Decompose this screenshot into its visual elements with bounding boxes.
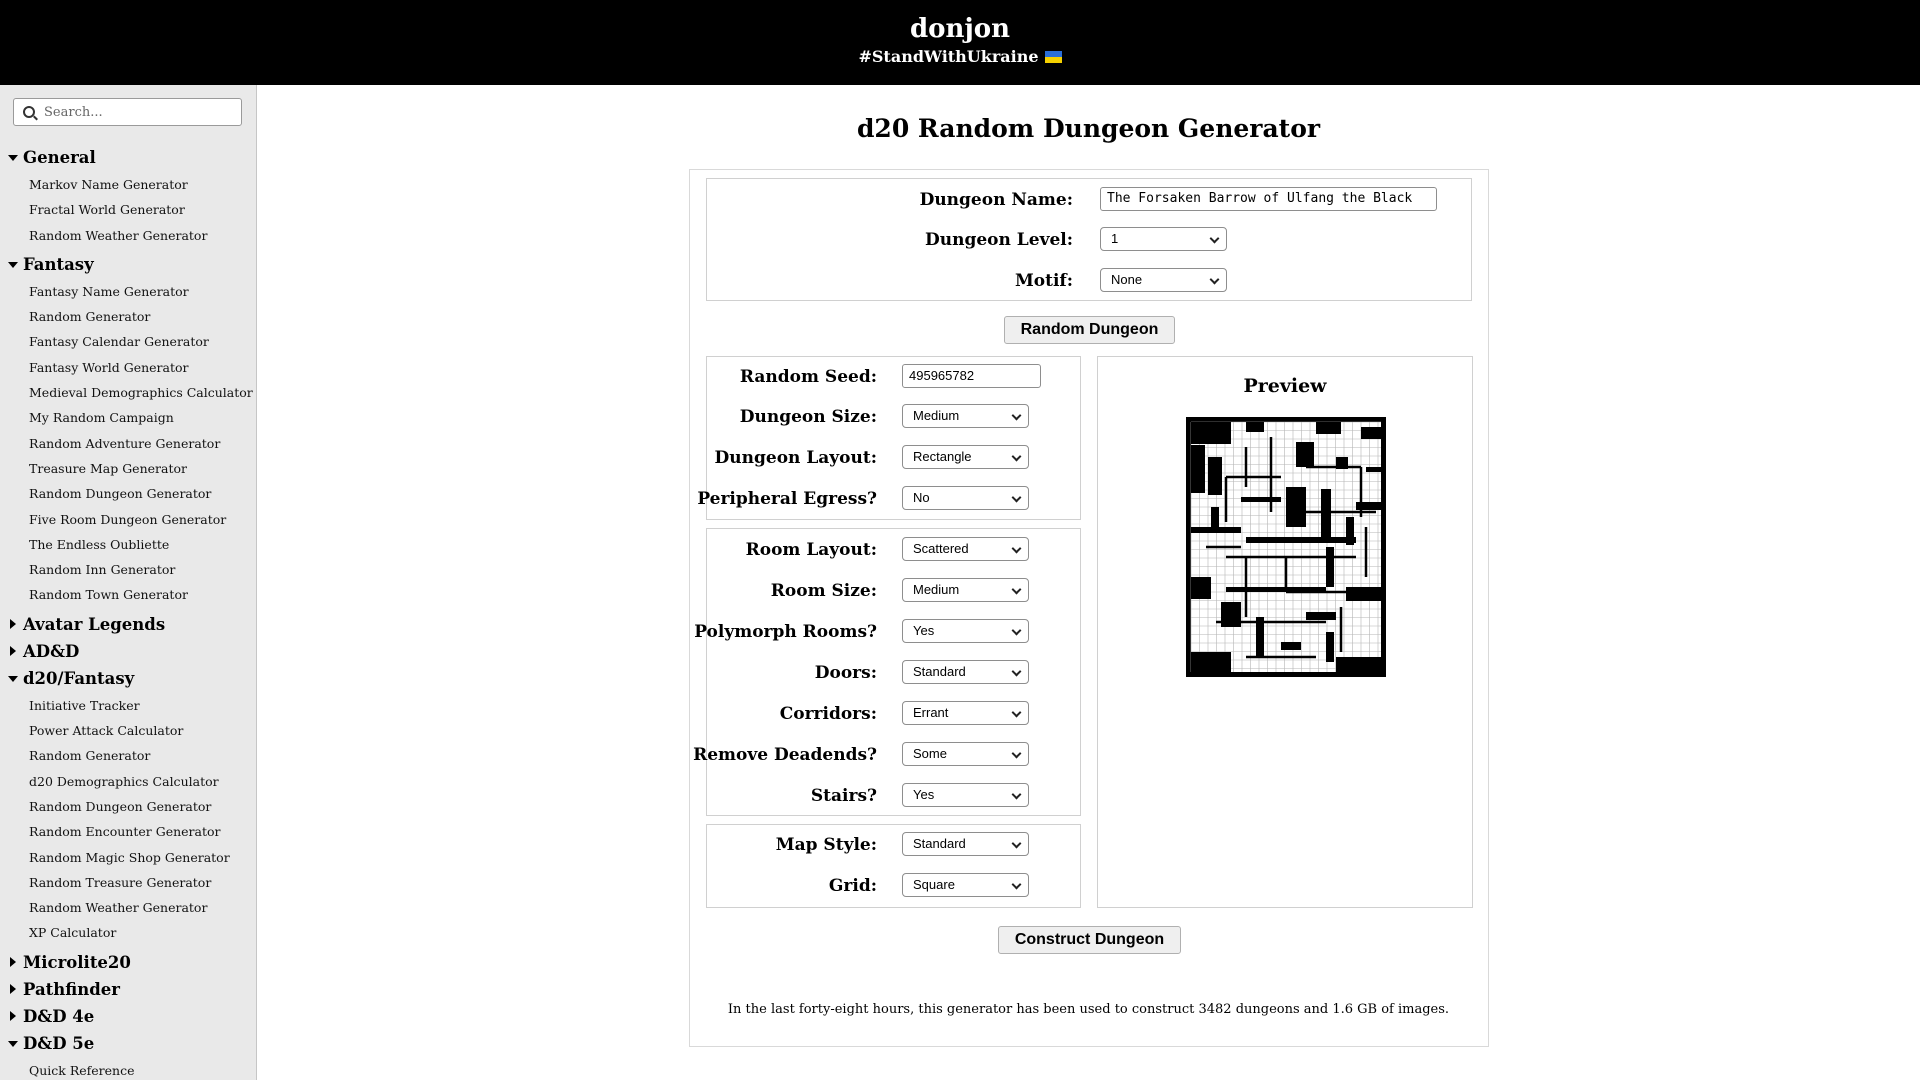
chevron-down-icon xyxy=(1012,544,1022,554)
doors-label: Doors: xyxy=(814,663,877,683)
sidebar-nav xyxy=(0,145,256,1080)
sidebar xyxy=(0,85,257,1080)
sidebar-category-label: d20/Fantasy xyxy=(23,668,135,688)
sidebar-item[interactable]: The Endless Oubliette xyxy=(29,536,170,552)
sidebar-category-label: D&D 5e xyxy=(23,1033,95,1053)
room-layout-select[interactable] xyxy=(902,537,1029,561)
dungeon-size-value: Medium xyxy=(913,408,960,423)
dungeon-name-label: Dungeon Name: xyxy=(919,190,1073,210)
sidebar-category-label: D&D 4e xyxy=(23,1006,95,1026)
doors-value: Standard xyxy=(913,664,966,679)
doors-select[interactable] xyxy=(902,660,1029,684)
map-style-panel xyxy=(706,824,1081,908)
site-title[interactable]: donjon xyxy=(909,14,1011,44)
random-dungeon-button[interactable]: Random Dungeon xyxy=(1004,316,1175,344)
dungeon-params-panel xyxy=(697,356,1081,520)
caret-down-icon xyxy=(8,262,18,268)
map-style-label: Map Style: xyxy=(775,835,877,855)
sidebar-item[interactable]: Random Treasure Generator xyxy=(29,874,212,890)
sidebar-item[interactable]: Random Town Generator xyxy=(29,587,188,603)
sidebar-category[interactable] xyxy=(0,612,256,639)
corridors-label: Corridors: xyxy=(779,704,877,724)
room-size-select[interactable] xyxy=(902,578,1029,602)
polymorph-rooms-value: Yes xyxy=(913,623,935,638)
sidebar-item[interactable]: d20 Demographics Calculator xyxy=(29,773,219,789)
chevron-down-icon xyxy=(1012,452,1022,462)
remove-deadends-value: Some xyxy=(913,746,947,761)
random-seed-input[interactable]: 495965782 xyxy=(902,364,1041,388)
sidebar-category[interactable] xyxy=(0,145,256,172)
chevron-down-icon xyxy=(1012,493,1022,503)
dungeon-name-input[interactable]: The Forsaken Barrow of Ulfang the Black xyxy=(1100,187,1437,211)
caret-right-icon xyxy=(10,646,16,656)
subtitle-text[interactable]: #StandWithUkraine xyxy=(858,47,1039,66)
peripheral-egress-select[interactable] xyxy=(902,486,1029,510)
caret-down-icon xyxy=(8,155,18,161)
search-icon xyxy=(23,106,35,118)
sidebar-category-label: Avatar Legends xyxy=(23,614,166,634)
sidebar-category[interactable] xyxy=(0,666,256,693)
sidebar-item[interactable]: Random Weather Generator xyxy=(29,900,208,916)
generator-form xyxy=(689,169,1489,1047)
map-style-select[interactable] xyxy=(902,832,1029,856)
stairs-select[interactable] xyxy=(902,783,1029,807)
sidebar-item[interactable]: Random Dungeon Generator xyxy=(29,486,212,502)
motif-label: Motif: xyxy=(1014,271,1073,291)
ukraine-flag-icon xyxy=(1045,51,1062,63)
sidebar-item-list xyxy=(0,1058,256,1080)
usage-statistics: In the last forty-eight hours, this generator has been used to construct 3482 dungeons and 1.6 GB of images. xyxy=(727,1002,1450,1017)
dungeon-layout-label: Dungeon Layout: xyxy=(714,448,877,468)
grid-label: Grid: xyxy=(828,876,877,896)
sidebar-category[interactable] xyxy=(0,639,256,666)
chevron-down-icon xyxy=(1012,626,1022,636)
caret-down-icon xyxy=(8,1041,18,1047)
sidebar-item[interactable]: XP Calculator xyxy=(29,925,117,941)
sidebar-category[interactable] xyxy=(0,977,256,1004)
sidebar-category-label: Pathfinder xyxy=(23,979,120,999)
dungeon-layout-value: Rectangle xyxy=(913,449,972,464)
sidebar-item[interactable]: Fantasy World Generator xyxy=(29,359,189,375)
sidebar-item[interactable]: Initiative Tracker xyxy=(29,697,140,713)
dungeon-level-value: 1 xyxy=(1111,231,1119,246)
corridors-select[interactable] xyxy=(902,701,1029,725)
random-seed-label: Random Seed: xyxy=(739,367,877,387)
polymorph-rooms-select[interactable] xyxy=(902,619,1029,643)
chevron-down-icon xyxy=(1210,234,1220,244)
sidebar-item[interactable]: Fractal World Generator xyxy=(29,202,185,218)
room-layout-value: Scattered xyxy=(913,541,969,556)
remove-deadends-select[interactable] xyxy=(902,742,1029,766)
sidebar-category[interactable] xyxy=(0,1031,256,1058)
sidebar-item-list xyxy=(0,693,256,946)
grid-select[interactable] xyxy=(902,873,1029,897)
sidebar-category-label: Fantasy xyxy=(23,254,94,274)
grid-value: Square xyxy=(913,877,955,892)
peripheral-egress-value: No xyxy=(913,490,930,505)
chevron-down-icon xyxy=(1012,585,1022,595)
chevron-down-icon xyxy=(1012,411,1022,421)
sidebar-category[interactable] xyxy=(0,252,256,279)
sidebar-item[interactable]: Random Weather Generator xyxy=(29,227,208,243)
stairs-label: Stairs? xyxy=(810,786,877,806)
chevron-down-icon xyxy=(1012,667,1022,677)
caret-right-icon xyxy=(10,957,16,967)
dungeon-layout-select[interactable] xyxy=(902,445,1029,469)
sidebar-item[interactable]: Random Inn Generator xyxy=(29,562,176,578)
motif-value: None xyxy=(1111,272,1143,287)
dungeon-size-label: Dungeon Size: xyxy=(739,407,877,427)
corridors-value: Errant xyxy=(913,705,949,720)
sidebar-item[interactable]: Power Attack Calculator xyxy=(29,723,184,739)
page-title: d20 Random Dungeon Generator xyxy=(856,114,1321,143)
chevron-down-icon xyxy=(1012,708,1022,718)
caret-down-icon xyxy=(8,676,18,682)
sidebar-item[interactable]: Random Generator xyxy=(29,309,151,325)
chevron-down-icon xyxy=(1012,880,1022,890)
sidebar-category-label: Microlite20 xyxy=(23,952,131,972)
sidebar-category-label: AD&D xyxy=(23,641,80,661)
preview-panel xyxy=(1097,356,1473,908)
sidebar-item[interactable]: Random Adventure Generator xyxy=(29,435,221,451)
sidebar-item[interactable]: Five Room Dungeon Generator xyxy=(29,511,227,527)
room-layout-label: Room Layout: xyxy=(745,540,877,560)
caret-right-icon xyxy=(10,984,16,994)
dungeon-info-panel xyxy=(706,178,1472,301)
search-input[interactable] xyxy=(44,102,234,122)
sidebar-category[interactable] xyxy=(0,950,256,977)
dungeon-level-label: Dungeon Level: xyxy=(925,230,1073,250)
sidebar-item[interactable]: Fantasy Calendar Generator xyxy=(29,334,209,350)
sidebar-item-list xyxy=(0,279,256,608)
motif-select[interactable] xyxy=(1100,268,1227,292)
chevron-down-icon xyxy=(1210,275,1220,285)
site-header xyxy=(0,0,1920,85)
room-params-panel xyxy=(693,528,1081,816)
sidebar-item[interactable]: My Random Campaign xyxy=(29,410,174,426)
peripheral-egress-label: Peripheral Egress? xyxy=(697,489,877,509)
polymorph-rooms-label: Polymorph Rooms? xyxy=(694,622,877,642)
sidebar-item[interactable]: Random Generator xyxy=(29,748,151,764)
sidebar-item[interactable]: Random Encounter Generator xyxy=(29,824,221,840)
preview-title: Preview xyxy=(1243,375,1327,397)
room-size-label: Room Size: xyxy=(770,581,877,601)
sidebar-item[interactable]: Medieval Demographics Calculator xyxy=(29,385,253,401)
sidebar-category-label: General xyxy=(23,148,96,167)
sidebar-item[interactable]: Fantasy Name Generator xyxy=(29,283,189,299)
construct-dungeon-button[interactable]: Construct Dungeon xyxy=(998,926,1181,954)
caret-right-icon xyxy=(10,619,16,629)
sidebar-item[interactable]: Markov Name Generator xyxy=(29,177,188,192)
sidebar-category[interactable] xyxy=(0,1004,256,1031)
site-subtitle[interactable] xyxy=(0,47,1920,66)
dungeon-size-select[interactable] xyxy=(902,404,1029,428)
caret-right-icon xyxy=(10,1011,16,1021)
map-style-value: Standard xyxy=(913,836,966,851)
search-box[interactable] xyxy=(13,98,242,126)
dungeon-level-select[interactable] xyxy=(1100,227,1227,251)
sidebar-item[interactable]: Random Magic Shop Generator xyxy=(29,849,230,865)
remove-deadends-label: Remove Deadends? xyxy=(693,745,877,765)
dungeon-map-preview[interactable] xyxy=(1186,417,1386,677)
sidebar-item-list xyxy=(0,172,256,248)
chevron-down-icon xyxy=(1012,790,1022,800)
sidebar-item[interactable]: Random Dungeon Generator xyxy=(29,798,212,814)
sidebar-item[interactable]: Quick Reference xyxy=(29,1062,135,1078)
stairs-value: Yes xyxy=(913,787,935,802)
chevron-down-icon xyxy=(1012,749,1022,759)
main-content xyxy=(257,85,1920,1080)
chevron-down-icon xyxy=(1012,839,1022,849)
sidebar-item[interactable]: Treasure Map Generator xyxy=(29,460,187,476)
room-size-value: Medium xyxy=(913,582,960,597)
